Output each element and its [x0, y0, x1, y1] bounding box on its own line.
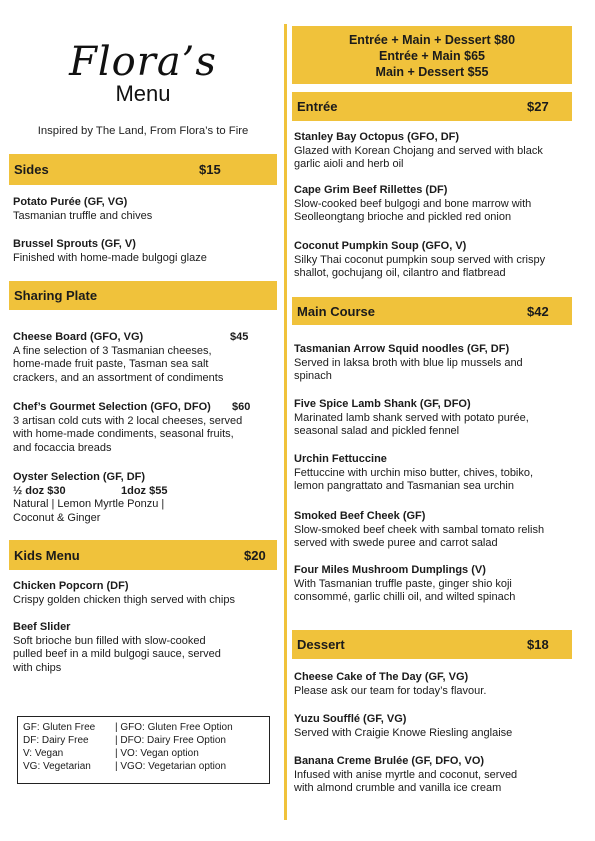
menu-item — [294, 453, 533, 494]
legend-row — [23, 760, 265, 773]
item-name: Beef Slider — [13, 621, 71, 633]
item-price: $60 — [232, 401, 251, 413]
section-header-kids — [9, 540, 277, 570]
item-description: pulled beef in a mild bulgogi sauce, served — [13, 648, 221, 660]
section-header-main — [292, 297, 572, 325]
menu-item — [13, 331, 275, 385]
menu-item — [13, 580, 235, 607]
legend-key: DF: Dairy Free — [23, 735, 89, 746]
item-description: Finished with home-made bulgogi glaze — [13, 251, 207, 264]
item-description: Seolleongtang brioche and pickled red onion — [294, 211, 512, 223]
item-description: Slow-cooked beef bulgogi and bone marrow with — [294, 197, 532, 210]
section-title: Sharing Plate — [14, 288, 98, 303]
item-description: Coconut & Ginger — [13, 511, 101, 524]
section-price: $27 — [527, 99, 549, 114]
section-header-dessert — [292, 630, 572, 659]
item-description: Fettuccine with urchin miso butter, chives, tobiko, — [294, 466, 534, 479]
item-description: shallot, gochujang oil, cilantro and flatbread — [294, 267, 506, 279]
item-name: Chicken Popcorn (DF) — [13, 580, 129, 592]
combo-line: Entrée + Main + Dessert $80 — [348, 33, 516, 47]
item-description: with almond crumble and vanilla ice cream — [294, 782, 502, 794]
item-price-dozen: 1doz $55 — [121, 484, 168, 497]
item-description: Served in laksa broth with blue lip mussels and — [294, 356, 523, 369]
combo-line: Main + Dessert $55 — [375, 65, 489, 79]
section-price: $18 — [527, 637, 549, 652]
menu-item — [294, 510, 544, 551]
section-header-sides — [9, 154, 277, 185]
menu-item — [13, 621, 221, 675]
item-description: crackers, and an assortment of condiments — [13, 371, 224, 384]
combo-line: Entrée + Main $65 — [379, 49, 485, 63]
section-price: $20 — [244, 547, 266, 563]
item-name: Potato Purée (GF, VG) — [13, 196, 128, 208]
menu-item — [13, 471, 275, 525]
item-description: Tasmanian truffle and chives — [13, 209, 153, 222]
item-price-half: ½ doz $30 — [13, 484, 66, 497]
item-description: Marinated lamb shank served with potato purée, — [294, 411, 529, 424]
item-description: with chips — [13, 661, 62, 674]
item-name: Cape Grim Beef Rillettes (DF) — [294, 184, 448, 196]
legend-option: | VGO: Vegetarian option — [115, 761, 227, 772]
legend-key: VG: Vegetarian — [23, 761, 91, 772]
item-description: and focaccia breads — [13, 441, 112, 454]
item-name: Urchin Fettuccine — [294, 453, 387, 465]
item-name: Cheese Cake of The Day (GF, VG) — [294, 671, 469, 683]
legend-key: V: Vegan — [23, 748, 64, 759]
section-header-sharing — [9, 281, 277, 310]
item-name: Coconut Pumpkin Soup (GFO, V) — [294, 240, 467, 252]
menu-item — [13, 196, 152, 223]
item-description: Soft brioche bun filled with slow-cooked — [13, 634, 206, 647]
item-description: with home-made condiments, seasonal fruits, — [13, 428, 234, 440]
tagline: Inspired by The Land, From Flora’s to Fire — [37, 125, 249, 137]
item-name: Smoked Beef Cheek (GF) — [294, 510, 426, 522]
item-description: Served with Craigie Knowe Riesling anglaise — [294, 726, 513, 739]
item-name: Four Miles Mushroom Dumplings (V) — [294, 564, 486, 576]
menu-item — [294, 131, 543, 172]
item-description: With Tasmanian truffle paste, ginger shio koji — [294, 577, 512, 590]
menu-item — [294, 564, 515, 605]
menu-item — [294, 398, 529, 439]
menu-item — [294, 184, 531, 225]
item-description: home-made fruit paste, Tasman sea salt — [13, 358, 209, 370]
legend-row — [23, 734, 265, 747]
legend-option: | DFO: Dairy Free Option — [115, 735, 226, 746]
combo-pricing — [292, 26, 572, 84]
section-title: Entrée — [297, 99, 338, 114]
item-name: Tasmanian Arrow Squid noodles (GF, DF) — [294, 343, 510, 355]
item-description: lemon pangrattato and Tasmanian sea urchin — [294, 480, 514, 492]
item-description: Please ask our team for today’s flavour. — [294, 684, 487, 697]
item-description: served with swede puree and carrot salad — [294, 537, 498, 549]
item-description: Natural | Lemon Myrtle Ponzu | — [13, 498, 165, 510]
item-description: Infused with anise myrtle and coconut, served — [294, 768, 518, 781]
item-description: Silky Thai coconut pumpkin soup served with crispy — [294, 253, 546, 266]
brand-logo — [12, 40, 274, 106]
section-header-entree — [292, 92, 572, 121]
menu-item — [294, 240, 545, 281]
item-name: Yuzu Soufflé (GF, VG) — [294, 713, 407, 725]
legend-row — [23, 747, 265, 760]
item-name: Five Spice Lamb Shank (GF, DFO) — [294, 398, 471, 410]
brand-subtitle: Menu — [115, 81, 171, 106]
legend-option: | VO: Vegan option — [115, 748, 199, 759]
brand-name: Flora’s — [69, 39, 217, 85]
item-description: A fine selection of 3 Tasmanian cheeses, — [13, 344, 212, 357]
item-description: spinach — [294, 370, 332, 382]
legend-row — [23, 721, 265, 734]
section-price: $42 — [527, 303, 549, 319]
item-description: 3 artisan cold cuts with 2 local cheeses, served — [13, 414, 243, 427]
section-title: Dessert — [297, 637, 345, 652]
section-title: Main Course — [297, 303, 376, 319]
menu-item — [294, 755, 517, 796]
dietary-legend — [17, 716, 270, 784]
item-name: Oyster Selection (GF, DF) — [13, 471, 146, 483]
item-price: $45 — [230, 331, 249, 343]
legend-key: GF: Gluten Free — [23, 722, 96, 733]
item-description: Slow-smoked beef cheek with sambal tomato relish — [294, 523, 545, 536]
item-description: Glazed with Korean Chojang and served with black — [294, 144, 543, 157]
item-description: Crispy golden chicken thigh served with chips — [13, 593, 235, 606]
section-price: $15 — [199, 162, 221, 177]
column-divider — [284, 24, 287, 820]
item-name: Chef’s Gourmet Selection (GFO, DFO) — [13, 401, 211, 413]
item-description: seasonal salad and pickled fennel — [294, 425, 460, 437]
menu-item — [294, 713, 512, 740]
item-name: Stanley Bay Octopus (GFO, DF) — [294, 131, 460, 143]
item-name: Banana Creme Brulée (GF, DFO, VO) — [294, 755, 485, 767]
item-name: Brussel Sprouts (GF, V) — [13, 238, 136, 250]
menu-item — [294, 343, 523, 384]
item-name: Cheese Board (GFO, VG) — [13, 331, 144, 343]
legend-option: | GFO: Gluten Free Option — [115, 722, 233, 733]
item-description: garlic aioli and herb oil — [294, 158, 404, 170]
item-description: consommé, garlic chilli oil, and wilted spinach — [294, 591, 516, 603]
section-title: Sides — [14, 162, 49, 177]
section-title: Kids Menu — [14, 547, 80, 563]
menu-item — [13, 238, 207, 265]
menu-item — [13, 401, 281, 455]
menu-item — [294, 671, 486, 698]
